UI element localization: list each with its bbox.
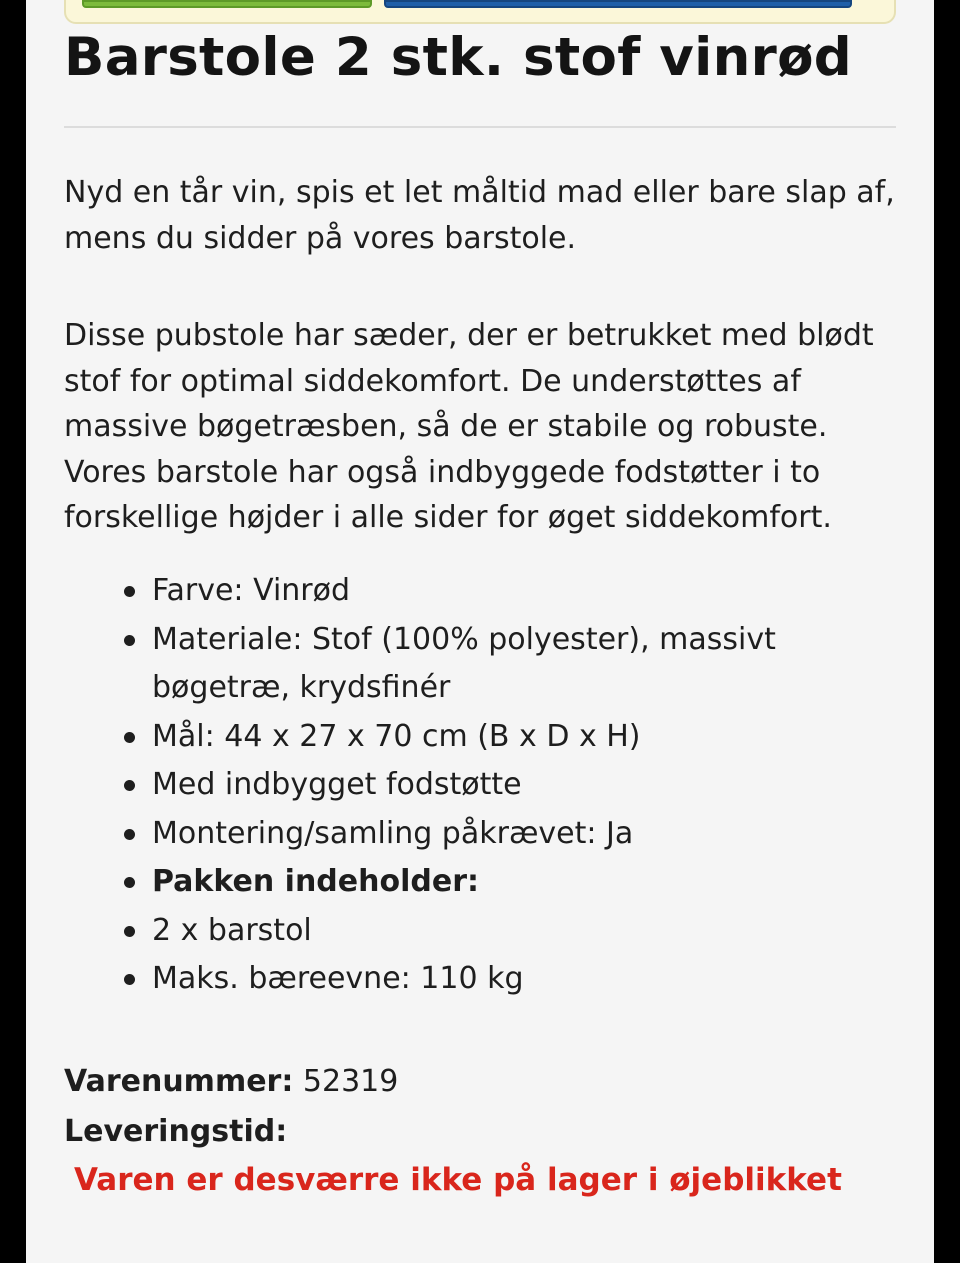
title-divider bbox=[64, 126, 896, 128]
spec-item-package-contents: 2 x barstol bbox=[64, 907, 904, 956]
secondary-action-button[interactable] bbox=[384, 0, 852, 8]
spec-item-material: Materiale: Stof (100% polyester), massivt bøgetræ, krydsfinér bbox=[64, 616, 904, 713]
spec-item-footrest: Med indbygget fodstøtte bbox=[64, 761, 904, 810]
add-to-cart-button[interactable] bbox=[82, 0, 372, 8]
top-action-panel bbox=[64, 0, 896, 24]
stock-status: Varen er desværre ikke på lager i øjeblikket bbox=[74, 1162, 842, 1198]
product-page bbox=[26, 0, 934, 1263]
spec-item-max-load: Maks. bæreevne: 110 kg bbox=[64, 955, 904, 1004]
item-number-row bbox=[64, 1058, 904, 1106]
delivery-label: Leveringstid: bbox=[64, 1114, 288, 1149]
description-paragraph-1: Nyd en tår vin, spis et let måltid mad eller bare slap af, mens du sidder på vores barstole. bbox=[64, 175, 895, 256]
item-number-label: Varenummer: bbox=[64, 1064, 294, 1099]
spec-item-package-heading: Pakken indeholder: bbox=[64, 858, 904, 907]
product-title: Barstole 2 stk. stof vinrød bbox=[64, 27, 853, 88]
spec-item-dimensions: Mål: 44 x 27 x 70 cm (B x D x H) bbox=[64, 713, 904, 762]
spec-item-assembly: Montering/samling påkrævet: Ja bbox=[64, 810, 904, 859]
item-number-value: 52319 bbox=[302, 1064, 399, 1099]
spec-item-color: Farve: Vinrød bbox=[64, 567, 904, 616]
description-paragraph-2: Disse pubstole har sæder, der er betrukket med blødt stof for optimal siddekomfort. De understøttes af massive bøgetræsben, så de er stabile og robuste. Vores barstole har også indbyggede fodstøtter i to forskellige højder i alle sider for øget siddekomfort. bbox=[64, 318, 874, 535]
delivery-row bbox=[64, 1108, 904, 1156]
spec-list bbox=[64, 567, 904, 1004]
